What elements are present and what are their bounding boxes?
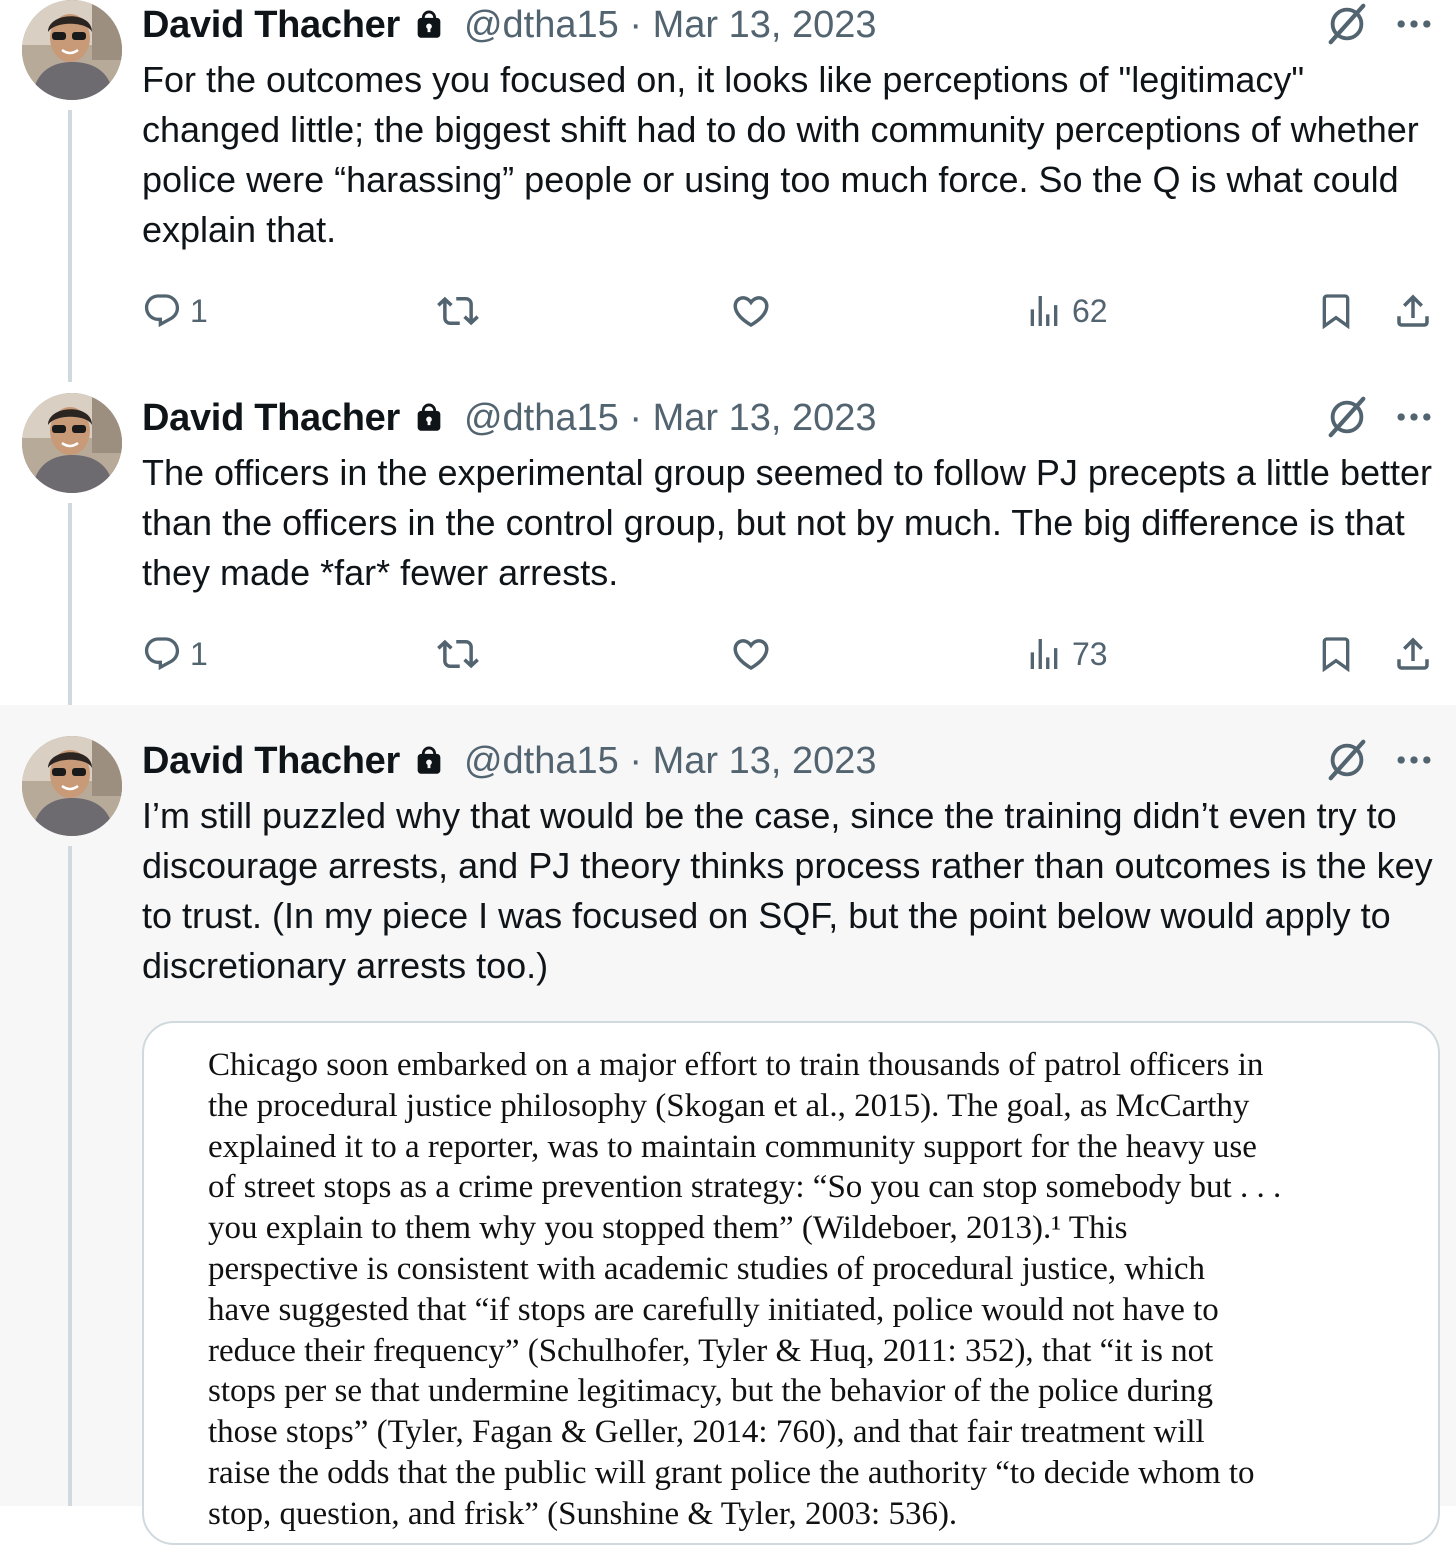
reply-button[interactable] xyxy=(142,286,208,336)
lock-icon xyxy=(412,400,446,436)
lock-icon xyxy=(412,7,446,43)
grok-icon[interactable] xyxy=(1324,737,1370,783)
reply-button[interactable] xyxy=(142,629,208,679)
excerpt-line: reduce their frequency” (Schulhofer, Tyler & Huq, 2011: 352), that “it is not xyxy=(208,1332,1214,1369)
excerpt-text xyxy=(208,1045,1356,1535)
meta-separator: · xyxy=(629,739,642,782)
retweet-icon xyxy=(437,633,479,675)
author-handle[interactable]: @dtha15 xyxy=(463,3,619,46)
author-name[interactable]: David Thacher xyxy=(142,3,400,46)
excerpt-line: of street stops as a crime prevention strategy: “So you can stop somebody but . . . xyxy=(208,1169,1282,1206)
view-count: 62 xyxy=(1072,292,1108,329)
author-name[interactable]: David Thacher xyxy=(142,396,400,439)
bookmark-button[interactable] xyxy=(1316,286,1356,336)
views-chart-icon xyxy=(1024,634,1064,674)
avatar[interactable] xyxy=(22,393,122,493)
tweet-date[interactable]: Mar 13, 2023 xyxy=(652,739,877,782)
excerpt-line: have suggested that “if stops are carefully initiated, police would not have to xyxy=(208,1291,1219,1328)
retweet-button[interactable] xyxy=(437,629,479,679)
action-bar xyxy=(142,286,1442,336)
reply-icon xyxy=(142,634,182,674)
excerpt-line: stops per se that undermine legitimacy, but the behavior of the police during xyxy=(208,1373,1214,1410)
views-button[interactable] xyxy=(1024,286,1108,336)
retweet-icon xyxy=(437,290,479,332)
like-button[interactable] xyxy=(730,286,772,336)
excerpt-line: the procedural justice philosophy (Skogan et al., 2015). The goal, as McCarthy xyxy=(208,1087,1250,1124)
tweet-header xyxy=(142,736,876,786)
share-button[interactable] xyxy=(1392,629,1434,679)
views-chart-icon xyxy=(1024,291,1064,331)
more-icon[interactable] xyxy=(1392,394,1436,440)
excerpt-line: stop, question, and frisk” (Sunshine & Tyler, 2003: 536). xyxy=(208,1495,958,1532)
view-count: 73 xyxy=(1072,635,1108,672)
more-icon[interactable] xyxy=(1392,737,1436,783)
bookmark-icon xyxy=(1316,290,1356,332)
meta-separator: · xyxy=(629,3,642,46)
excerpt-line: explained it to a reporter, was to maintain community support for the heavy use xyxy=(208,1128,1257,1165)
bookmark-button[interactable] xyxy=(1316,629,1356,679)
share-icon xyxy=(1392,290,1434,332)
excerpt-line: those stops” (Tyler, Fagan & Geller, 2014: 760), and that fair treatment will xyxy=(208,1414,1205,1451)
action-bar xyxy=(142,629,1442,679)
grok-icon[interactable] xyxy=(1324,394,1370,440)
more-icon[interactable] xyxy=(1392,1,1436,47)
thread-line xyxy=(68,846,72,1506)
tweet-date[interactable]: Mar 13, 2023 xyxy=(652,3,877,46)
share-icon xyxy=(1392,633,1434,675)
attached-image[interactable] xyxy=(142,1021,1440,1545)
tweet-meta xyxy=(464,397,877,440)
tweet-header xyxy=(142,393,876,443)
meta-separator: · xyxy=(629,396,642,439)
avatar[interactable] xyxy=(22,736,122,836)
tweet-text: The officers in the experimental group seemed to follow PJ precepts a little better than the officers in the control group, but not by much. The big difference is that they made *far* fewer arrests. xyxy=(142,452,1433,593)
reply-count: 1 xyxy=(190,292,208,329)
tweet-meta xyxy=(464,4,877,47)
bookmark-icon xyxy=(1316,633,1356,675)
reply-icon xyxy=(142,291,182,331)
retweet-button[interactable] xyxy=(437,286,479,336)
reply-count: 1 xyxy=(190,635,208,672)
author-handle[interactable]: @dtha15 xyxy=(463,739,619,782)
author-handle[interactable]: @dtha15 xyxy=(463,396,619,439)
avatar[interactable] xyxy=(22,0,122,100)
share-button[interactable] xyxy=(1392,286,1434,336)
excerpt-line: you explain to them why you stopped them” (Wildeboer, 2013).¹ This xyxy=(208,1210,1128,1247)
excerpt-line: Chicago soon embarked on a major effort to train thousands of patrol officers in xyxy=(208,1047,1264,1083)
heart-icon xyxy=(730,290,772,332)
tweet-header xyxy=(142,0,876,50)
tweet[interactable] xyxy=(0,0,1456,385)
excerpt-line: perspective is consistent with academic studies of procedural justice, which xyxy=(208,1250,1206,1287)
tweet-text: I’m still puzzled why that would be the case, since the training didn’t even try to discourage arrests, and PJ theory thinks process rather than outcomes is the key to trust. (In my piece I was focused on SQF, but the point below would apply to discretionary arrests too.) xyxy=(142,795,1433,986)
excerpt-line: raise the odds that the public will grant police the authority “to decide whom to xyxy=(208,1454,1255,1491)
tweet-meta xyxy=(464,740,877,783)
tweet[interactable] xyxy=(0,385,1456,705)
tweet-text: For the outcomes you focused on, it looks like perceptions of "legitimacy" changed little; the biggest shift had to do with community perceptions of whether police were “harassing” people or using too much force. So the Q is what could explain that. xyxy=(142,59,1419,250)
heart-icon xyxy=(730,633,772,675)
lock-icon xyxy=(412,743,446,779)
grok-icon[interactable] xyxy=(1324,1,1370,47)
views-button[interactable] xyxy=(1024,629,1108,679)
author-name[interactable]: David Thacher xyxy=(142,739,400,782)
like-button[interactable] xyxy=(730,629,772,679)
tweet-date[interactable]: Mar 13, 2023 xyxy=(652,396,877,439)
